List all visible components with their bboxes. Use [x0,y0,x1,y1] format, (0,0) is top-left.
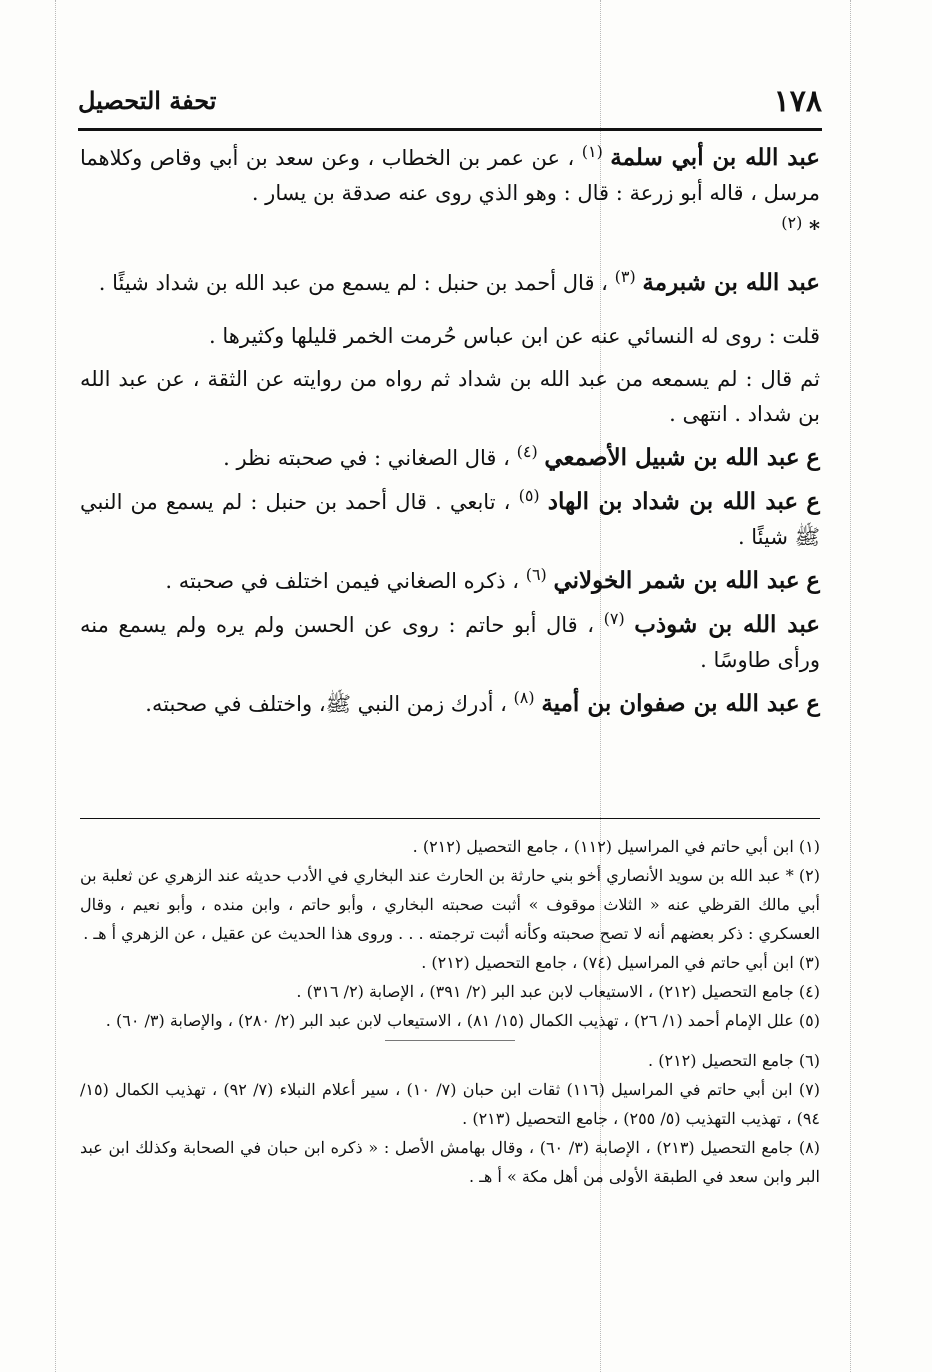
running-title: تحفة التحصيل [78,86,217,115]
entry-prefix: ع [806,567,820,594]
entry-paragraph [80,440,820,476]
footnote [80,832,820,861]
footnote-text: علل الإمام أحمد (١/ ٢٦) ، تهذيب الكمال (١٥/ ٨١) ، الاستيعاب لابن عبد البر (٢/ ٢٨٠) ، والإصابة (٣/ ٦٠) . [105,1011,794,1030]
entry-paragraph [80,686,820,722]
footnote [80,1133,820,1191]
footnote-text: ابن أبي حاتم في المراسيل (١١٦) ثقات ابن حبان (٧/ ١٠) ، سير أعلام النبلاء (٧/ ٩٢) ، تهذيب الكمال (١٥/ ٩٤) ، تهذيب التهذيب (٥/ ٢٥٥) ، جامع التحصيل (٢١٣) . [80,1080,820,1128]
entry-text: ، قال أحمد بن حنبل : لم يسمع من عبد الله بن شداد شيئًا . [98,271,608,295]
footnote-ref: (٧) [603,609,625,628]
entry-text: ، ذكره الصغاني فيمن اختلف في صحبته . [165,569,520,593]
footnote [80,1006,820,1035]
footnote [80,861,820,948]
page-number: ١٧٨ [773,84,822,119]
footnote-text: * عبد الله بن سويد الأنصاري أخو بني حارثة بن الحارث عند البخاري في الأدب حديثه عند الزهري عن ثعلبة بن أبي مالك القرظي عنه « الثلاث موقوف » أثبت صحبته البخاري ، وأبو حاتم ، وابن منده ، وأبو نعيم ، وقال العسكري : ذكر بعضهم أنه لا تصح صحبته وكأنه أثبت ترجمته . . . وروى هذا الحديث عن عقيل ، عن الزهري أ هـ . [80,866,820,943]
footnote-ref: (٦) [525,565,547,584]
main-text [80,140,820,730]
footnote-number: (٢) [798,866,820,885]
narrator-name: عبد الله بن شوذب [634,611,820,638]
footnote-text: ابن أبي حاتم في المراسيل (١١٢) ، جامع التحصيل (٢١٢) . [412,837,794,856]
entry-prefix: ع [806,444,820,471]
entry-text: ، عن عمر بن الخطاب ، وعن سعد بن أبي وقاص وكلاهما مرسل ، قاله أبو زرعة : قال : وهو الذي روى عنه صدقة بن يسار . [80,146,820,205]
entry-text: ثم قال : لم يسمعه من عبد الله بن شداد ثم رواه من روايته عن الثقة ، عن عبد الله بن شداد . انتهى . [80,367,820,426]
entry-paragraph [80,319,820,354]
footnote-text: جامع التحصيل (٢١٣) ، الإصابة (٣/ ٦٠) ، وقال بهامش الأصل : « ذكره ابن حبان في الصحابة وكذلك ابن عبد البر وابن سعد في الطبقة الأولى من أهل مكة » أ هـ . [80,1138,820,1186]
entry-paragraph [80,362,820,432]
footnote-ref: (٣) [614,267,636,286]
narrator-name: عبد الله بن شبرمة [642,269,820,296]
entry-text: قلت : روى له النسائي عنه عن ابن عباس حُرمت الخمر قليلها وكثيرها . [209,324,820,348]
footnote-separator [80,818,820,819]
footnote-number: (٧) [798,1080,821,1099]
footnote-ref: (١) [581,142,603,161]
footnote-number: (٨) [798,1138,820,1157]
entry-paragraph [80,607,820,678]
narrator-name: عبد الله بن شبيل الأصمعي [544,444,800,471]
narrator-name: عبد الله بن شمر الخولاني [553,567,800,594]
narrator-name: عبد الله بن شداد بن الهاد [547,488,799,515]
footnote-ref: (٤) [516,442,538,461]
scan-guide-line [55,0,56,1372]
narrator-name: عبد الله بن صفوان بن أمية [541,690,800,717]
footnote-number: (٤) [798,982,820,1001]
asterisk-mark: * [809,216,820,241]
footnote-number: (٦) [798,1051,820,1070]
entry-text: ، قال الصغاني : في صحبته نظر . [223,446,510,470]
entry-paragraph [80,563,820,599]
divider [385,1040,515,1041]
footnote-number: (٣) [798,953,820,972]
narrator-name: عبد الله بن أبي سلمة [610,144,820,171]
footnote-ref: (٥) [518,486,540,505]
entry-prefix: ع [806,488,820,515]
footnote-text: جامع التحصيل (٢١٢) ، الاستيعاب لابن عبد البر (٢/ ٣٩١) ، الإصابة (٢/ ٣١٦) . [296,982,794,1001]
header-rule [78,128,822,131]
footnote-number: (١) [798,837,820,856]
entry-paragraph [80,265,820,301]
footnote [80,948,820,977]
footnote-ref: (٨) [513,688,535,707]
footnote [80,1075,820,1133]
page-header [78,84,822,118]
footnote [80,1046,820,1075]
footnotes [80,832,820,1191]
footnote-text: جامع التحصيل (٢١٢) . [648,1051,794,1070]
scan-guide-line [850,0,851,1372]
entry-prefix: ع [806,690,820,717]
entry-paragraph [80,140,820,247]
footnote-ref: (٢) [781,213,803,232]
entry-paragraph [80,484,820,555]
entry-text: ، تابعي . قال أحمد بن حنبل : لم يسمع من النبي ﷺ شيئًا . [80,490,820,549]
entry-text: ، أدرك زمن النبي ﷺ، واختلف في صحبته. [145,692,507,716]
footnote [80,977,820,1006]
footnote-number: (٥) [798,1011,820,1030]
footnote-text: ابن أبي حاتم في المراسيل (٧٤) ، جامع التحصيل (٢١٢) . [421,953,794,972]
entry-text: ، قال أبو حاتم : روى عن الحسن ولم يره ولم يسمع منه ورأى طاوسًا . [80,613,820,672]
